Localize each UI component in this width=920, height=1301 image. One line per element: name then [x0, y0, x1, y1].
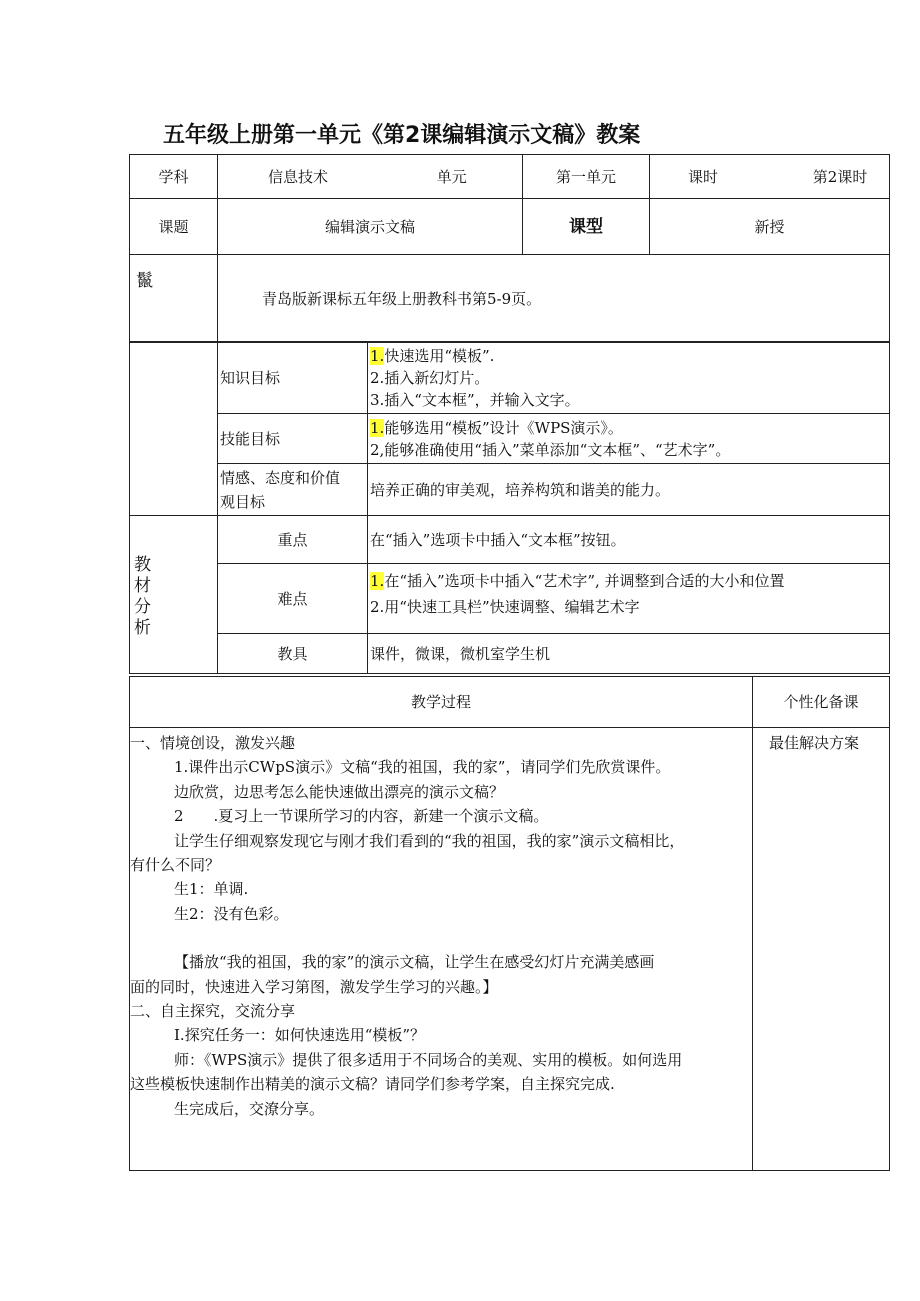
- process-body: [130, 728, 753, 1171]
- knowledge-label: 知识目标: [218, 342, 368, 414]
- skill-label: 技能目标: [218, 414, 368, 464]
- type-value: 新授: [650, 199, 890, 255]
- process-line: 有什么不同？: [130, 856, 221, 875]
- type-label: 课型: [523, 199, 650, 255]
- process-line: I.探究任务一：如何快速选用“模板”？: [174, 1026, 426, 1045]
- unit-label: 单元: [436, 167, 467, 186]
- tools-label: 教具: [218, 634, 368, 674]
- analysis-side-cell: [130, 516, 218, 674]
- skill-cell: [368, 414, 890, 464]
- diff-item-2: 2.用“快速工具栏”快速调整、编辑艺术字: [370, 598, 640, 616]
- process-line: 师：《WPS演示》提供了很多适用于不同场合的美观、实用的模板。如何选用: [174, 1050, 683, 1069]
- topic-label: 课题: [130, 199, 218, 255]
- unit-value: 第一单元: [523, 155, 650, 199]
- skill-item-2: 2,能够准确使用“插入”菜单添加“文本框”、“艺术字”。: [370, 440, 731, 459]
- process-line: 二、自主探究，交流分享: [130, 1002, 296, 1021]
- source-label: 鬣: [130, 255, 218, 343]
- tools-value: 课件，微课，微机室学生机: [368, 634, 890, 674]
- diff-label: 难点: [218, 564, 368, 634]
- subject-cell: [218, 155, 523, 199]
- key-value: 在“插入”选项卡中插入“文本框”按钮。: [368, 516, 890, 564]
- skill-item-1: 能够选用“模板”设计《WPS演示》。: [384, 418, 623, 437]
- process-line: 生1：单调.: [174, 880, 249, 899]
- process-line: 一、情境创设，激发兴趣: [130, 734, 296, 752]
- analysis-char-4: 析: [134, 617, 151, 638]
- process-line: 生完成后，交潦分享。: [174, 1099, 325, 1118]
- process-line: 【播放“我的祖国，我的家”的演示文稿，让学生在感受幻灯片充满美感画: [174, 953, 655, 972]
- emotion-value: 培养正确的审美观，培养构筑和谐美的能力。: [368, 464, 890, 516]
- knowledge-cell: [368, 342, 890, 414]
- period-value: 第2课时: [812, 167, 868, 186]
- goals-table: [129, 341, 890, 674]
- process-blank-line: [130, 926, 752, 950]
- process-line: 2 .夏习上一节课所学习的内容，新建一个演示文稿。: [174, 807, 549, 826]
- diff-cell: [368, 564, 890, 634]
- process-line: 让学生仔细观察发现它与刚才我们看到的“我的祖国，我的家”演示文稿相比，: [174, 831, 685, 850]
- process-side-note: 最佳解决方案: [753, 728, 890, 1171]
- knowledge-item-1: 快速选用“模板”.: [384, 346, 495, 365]
- analysis-char-1: 教: [134, 554, 151, 575]
- skill-num-1: 1.: [370, 418, 385, 437]
- process-table: [129, 676, 890, 1171]
- info-table: [129, 154, 890, 343]
- period-cell: [650, 155, 890, 199]
- knowledge-item-3: 3.插入“文本框”，并输入文字。: [370, 390, 580, 409]
- source-value: 青岛版新课标五年级上册教科书第5-9页。: [218, 255, 890, 343]
- subject-label: 学科: [130, 155, 218, 199]
- analysis-char-3: 分: [134, 596, 151, 617]
- emotion-label-line-2: 观目标: [220, 492, 266, 511]
- process-line: 面的同时，快速进入学习第图，激发学生学习的兴趣。】: [130, 977, 498, 996]
- process-line: 1.课件出示CWpS演示》文稿“我的祖国，我的家”，请同学们先欣赏课件。: [174, 758, 671, 777]
- emotion-label-line-1: 情感、态度和价值: [220, 468, 341, 487]
- process-line: 这些模板快速制作出精美的演示文稿？请同学们参考学案，自主探究完成.: [130, 1075, 615, 1094]
- key-label: 重点: [218, 516, 368, 564]
- emotion-label: [218, 464, 368, 516]
- diff-num-1: 1.: [370, 572, 385, 590]
- process-line: 边欣赏，边思考怎么能快速做出漂亮的演示文稿？: [174, 782, 505, 801]
- process-header: 教学过程: [130, 677, 753, 728]
- process-side-header: 个性化备课: [753, 677, 890, 728]
- subject-value: 信息技术: [268, 167, 329, 186]
- analysis-char-2: 材: [134, 575, 151, 596]
- document-title: 五年级上册第一单元《第2课编辑演示文稿》教案: [163, 123, 641, 148]
- topic-value: 编辑演示文稿: [218, 199, 523, 255]
- process-line: 生2：没有色彩。: [174, 904, 289, 923]
- knowledge-num-1: 1.: [370, 346, 385, 365]
- diff-item-1: 在“插入”选项卡中插入“艺术字”, 并调整到合适的大小和位置: [384, 572, 785, 590]
- goals-side-cell: [130, 342, 218, 516]
- knowledge-item-2: 2.插入新幻灯片。: [370, 368, 490, 387]
- period-label: 课时: [688, 167, 719, 186]
